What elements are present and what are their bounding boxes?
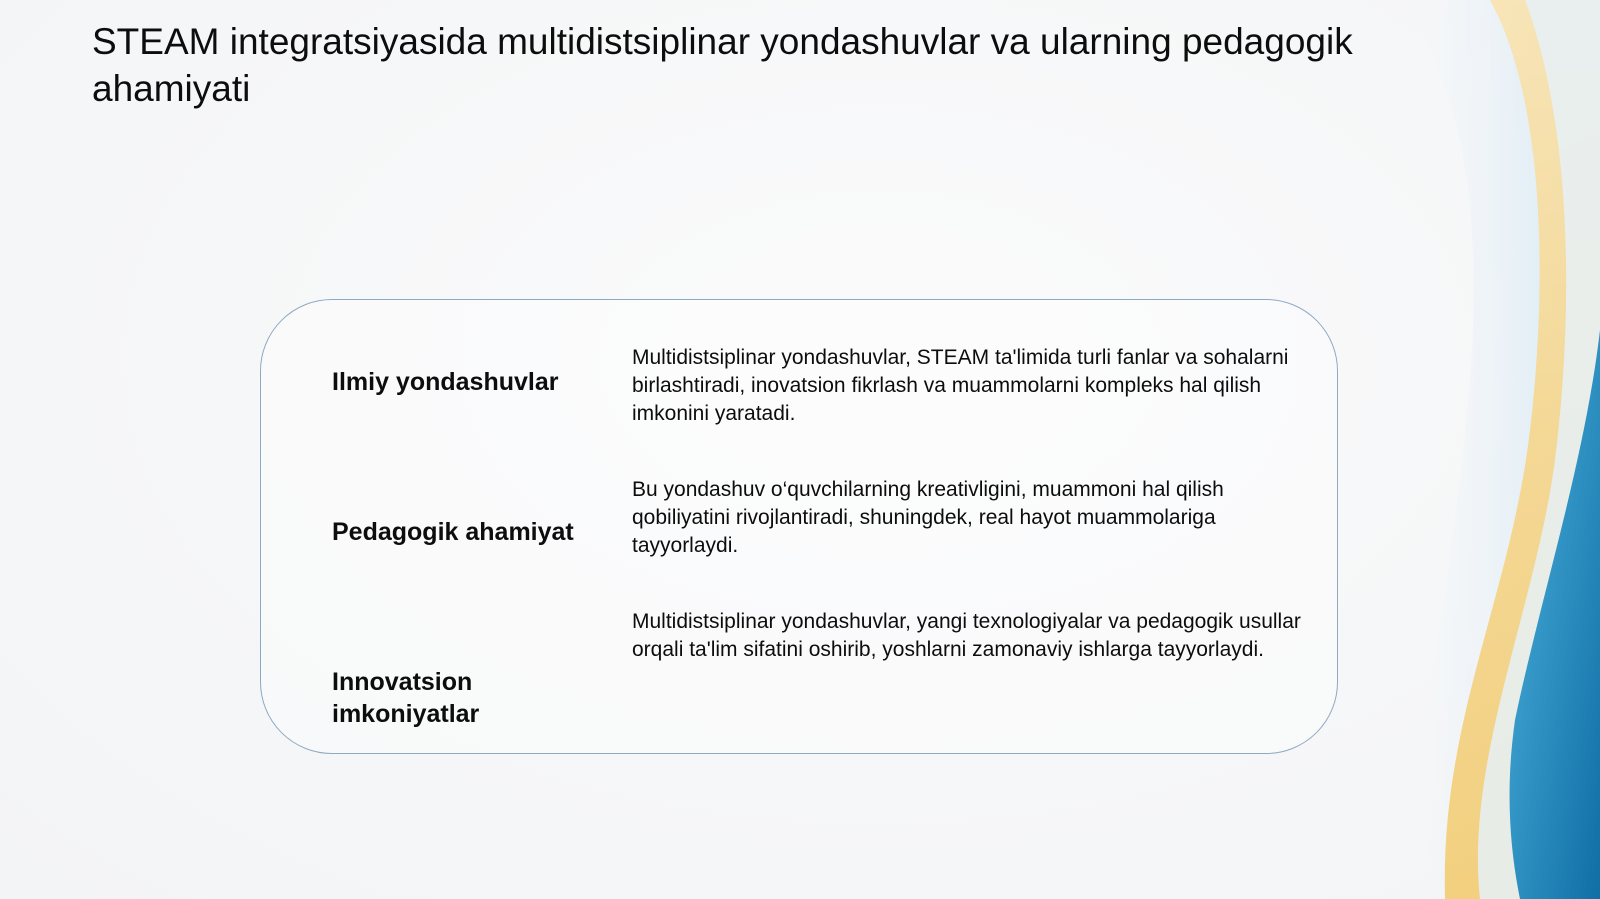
decorative-wave-graphic	[1340, 0, 1600, 899]
row-text-pedagogik-ahamiyat: Bu yondashuv o‘quvchilarning kreativligini, muammoni hal qilish qobiliyatini rivojlantiradi, shuningdek, real hayot muammolariga tayyorlaydi.	[632, 478, 1224, 557]
row-heading-innovatsion-imkoniyatlar: Innovatsion imkoniyatlar	[332, 668, 480, 728]
row-heading-ilmiy-yondashuvlar: Ilmiy yondashuvlar	[332, 368, 559, 396]
row-heading-pedagogik-ahamiyat: Pedagogik ahamiyat	[332, 518, 574, 546]
row-text-innovatsion-imkoniyatlar: Multidistsiplinar yondashuvlar, yangi texnologiyalar va pedagogik usullar orqali ta'lim sifatini oshirib, yoshlarni zamonaviy ishlarga tayyorlaydi.	[632, 610, 1301, 661]
row-text-ilmiy-yondashuvlar: Multidistsiplinar yondashuvlar, STEAM ta'limida turli fanlar va sohalarni birlashtiradi, inovatsion fikrlash va muammolarni kompleks hal qilish imkonini yaratadi.	[632, 346, 1289, 425]
slide-title: STEAM integratsiyasida multidistsiplinar yondashuvlar va ularning pedagogik ahamiyati	[92, 21, 1353, 109]
